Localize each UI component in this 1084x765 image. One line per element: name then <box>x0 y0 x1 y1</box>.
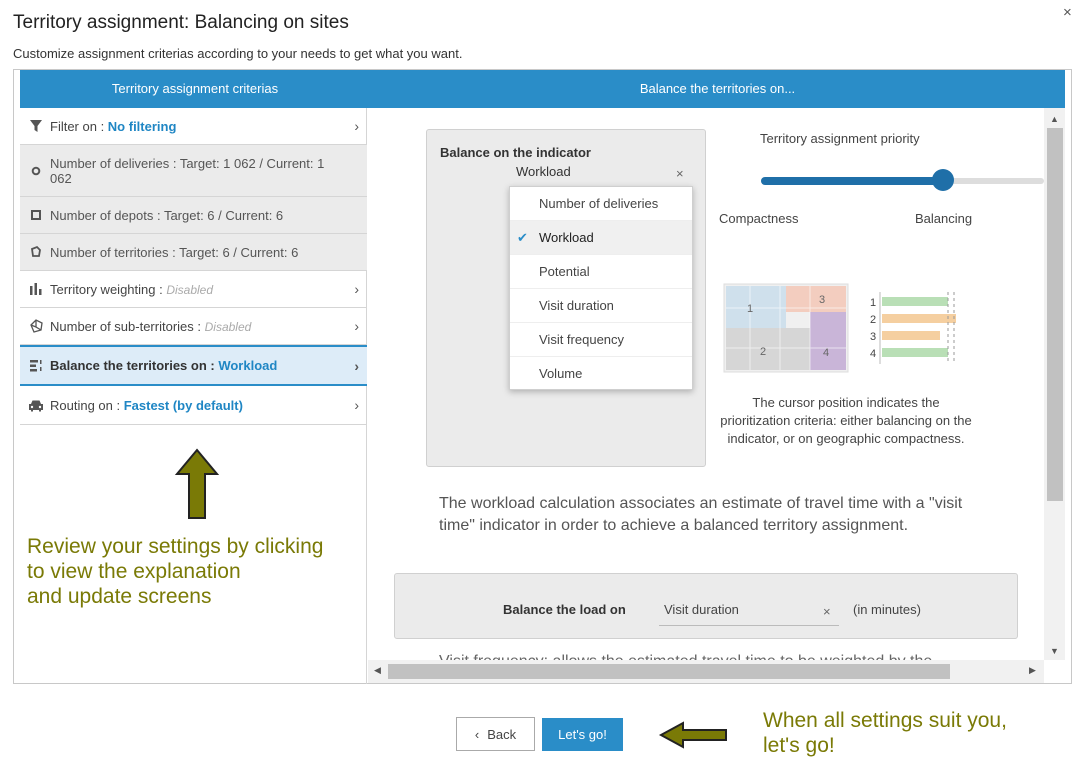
bar-label: 3 <box>870 331 877 343</box>
option-label: Visit duration <box>539 298 614 313</box>
option-label: Visit frequency <box>539 332 625 347</box>
menu-value: No filtering <box>107 118 177 134</box>
review-annotation <box>27 534 323 609</box>
left-arrow-icon <box>659 721 729 749</box>
menu-item-subterritories[interactable] <box>20 308 367 345</box>
menu-value: Target: 6 / Current: 6 <box>163 207 284 223</box>
go-annotation <box>763 708 1007 758</box>
menu-value: Disabled <box>166 282 214 297</box>
option-label: Potential <box>539 264 590 279</box>
zone-label: 1 <box>747 303 754 315</box>
menu-label: Balance the territories on : <box>50 358 219 373</box>
car-icon <box>28 397 44 413</box>
indicator-select-value[interactable]: Workload <box>516 164 571 179</box>
zone-4 <box>810 312 846 370</box>
menu-label: Routing on : <box>50 397 124 413</box>
back-label: Back <box>487 726 517 742</box>
close-icon[interactable]: × <box>1063 4 1072 21</box>
bar-2 <box>882 314 956 323</box>
dropdown-option[interactable] <box>510 221 692 255</box>
balance-icon <box>28 358 44 374</box>
dialog-subtitle: Customize assignment criterias according to your needs to get what you want. <box>13 46 463 61</box>
clear-icon[interactable]: × <box>676 166 684 181</box>
menu-item-balance[interactable] <box>20 345 367 386</box>
bar-label: 2 <box>870 314 877 326</box>
zone-2 <box>726 328 810 370</box>
lets-go-button[interactable]: Let's go! <box>542 718 623 751</box>
map-icon <box>28 318 44 334</box>
review-line: and update screens <box>27 585 212 608</box>
menu-label: Territory weighting : <box>50 281 167 297</box>
filter-icon <box>28 118 44 134</box>
review-line: Review your settings by clicking <box>27 535 324 558</box>
load-box <box>394 573 1018 639</box>
up-arrow-icon <box>175 448 219 520</box>
menu-item-routing[interactable] <box>20 386 367 425</box>
menu-value: Fastest (by default) <box>123 397 243 413</box>
menu-value: Workload <box>218 358 278 373</box>
zone-label: 4 <box>823 347 830 359</box>
indicator-dropdown <box>509 186 693 390</box>
horizontal-scrollbar[interactable] <box>368 660 1044 683</box>
menu-value: Disabled <box>204 319 252 334</box>
content-area <box>368 108 1044 660</box>
territory-icon <box>28 244 44 260</box>
dropdown-option[interactable] <box>510 357 692 391</box>
zone-1 <box>726 286 786 328</box>
menu-label: Number of depots : <box>50 207 164 223</box>
bar-3 <box>882 331 940 340</box>
dropdown-option[interactable] <box>510 289 692 323</box>
dialog-title: Territory assignment: Balancing on sites <box>13 12 349 33</box>
menu-item-depots[interactable] <box>20 197 367 234</box>
scroll-right-icon[interactable]: ▶ <box>1029 665 1036 675</box>
dropdown-option[interactable] <box>510 323 692 357</box>
clear-icon[interactable]: × <box>823 604 831 619</box>
chevron-left-icon: ‹ <box>474 726 480 742</box>
slider-fill <box>761 177 943 185</box>
bar-label: 1 <box>870 297 877 309</box>
bar-1 <box>882 297 948 306</box>
cursor-explanation: The cursor position indicates the prioritization criteria: either balancing on the indicator, or on geographic compactness. <box>720 395 972 446</box>
header-bar <box>20 70 1065 108</box>
dropdown-option[interactable] <box>510 255 692 289</box>
zone-label: 2 <box>760 346 767 358</box>
balancing-illustration <box>720 278 970 378</box>
balancing-label: Balancing <box>915 211 973 226</box>
chevron-right-icon: › <box>354 318 359 334</box>
dropdown-option[interactable] <box>510 187 692 221</box>
chevron-right-icon: › <box>354 118 359 134</box>
load-label: Balance the load on <box>503 602 626 617</box>
workload-explanation: The workload calculation associates an estimate of travel time with a "visit time" indicator in order to achieve a balanced territory assignment. <box>439 495 963 534</box>
priority-title: Territory assignment priority <box>760 131 920 146</box>
zone-label: 3 <box>819 294 826 306</box>
bar-4 <box>882 348 948 357</box>
header-criterias: Territory assignment criterias <box>111 81 279 96</box>
review-line: to view the explanation <box>27 560 241 583</box>
bar-label: 4 <box>870 348 877 360</box>
indicator-label: Balance on the indicator <box>440 145 591 160</box>
circle-icon <box>28 163 44 179</box>
menu-label: Number of territories : <box>50 244 180 260</box>
scroll-down-icon[interactable]: ▼ <box>1050 646 1059 656</box>
go-line: When all settings suit you, <box>763 709 1007 732</box>
go-line: let's go! <box>763 734 835 757</box>
slider-knob[interactable] <box>932 169 954 191</box>
scrollbar-thumb[interactable] <box>388 664 950 679</box>
chevron-right-icon: › <box>354 397 359 413</box>
scroll-up-icon[interactable]: ▲ <box>1050 114 1059 124</box>
menu-item-deliveries[interactable] <box>20 145 367 197</box>
menu-label: Number of deliveries : <box>50 155 180 171</box>
load-unit: (in minutes) <box>853 602 921 617</box>
compactness-label: Compactness <box>719 211 799 226</box>
menu-label: Filter on : <box>50 118 108 134</box>
back-button[interactable] <box>456 717 535 751</box>
load-select[interactable]: Visit duration <box>659 594 839 626</box>
option-label: Workload <box>539 230 594 245</box>
menu-label: Number of sub-territories : <box>50 318 205 334</box>
option-label: Number of deliveries <box>539 196 659 211</box>
chevron-right-icon: › <box>354 357 359 374</box>
chevron-right-icon: › <box>354 281 359 297</box>
scroll-left-icon[interactable]: ◀ <box>374 665 381 675</box>
option-label: Volume <box>539 366 583 381</box>
menu-item-weighting[interactable] <box>20 271 367 308</box>
checkmark-icon: ✔ <box>517 230 528 245</box>
menu-value: Target: 6 / Current: 6 <box>179 244 299 260</box>
menu-value: Target: 1 062 / Current: 1 062 <box>50 155 325 186</box>
menu-item-territories[interactable] <box>20 234 367 271</box>
bar-chart-icon <box>28 281 44 297</box>
header-balance: Balance the territories on... <box>639 81 796 96</box>
scrollbar-thumb[interactable] <box>1047 128 1063 501</box>
vertical-scrollbar[interactable] <box>1044 108 1065 660</box>
menu-item-filter[interactable] <box>20 108 367 145</box>
square-icon <box>28 207 44 223</box>
